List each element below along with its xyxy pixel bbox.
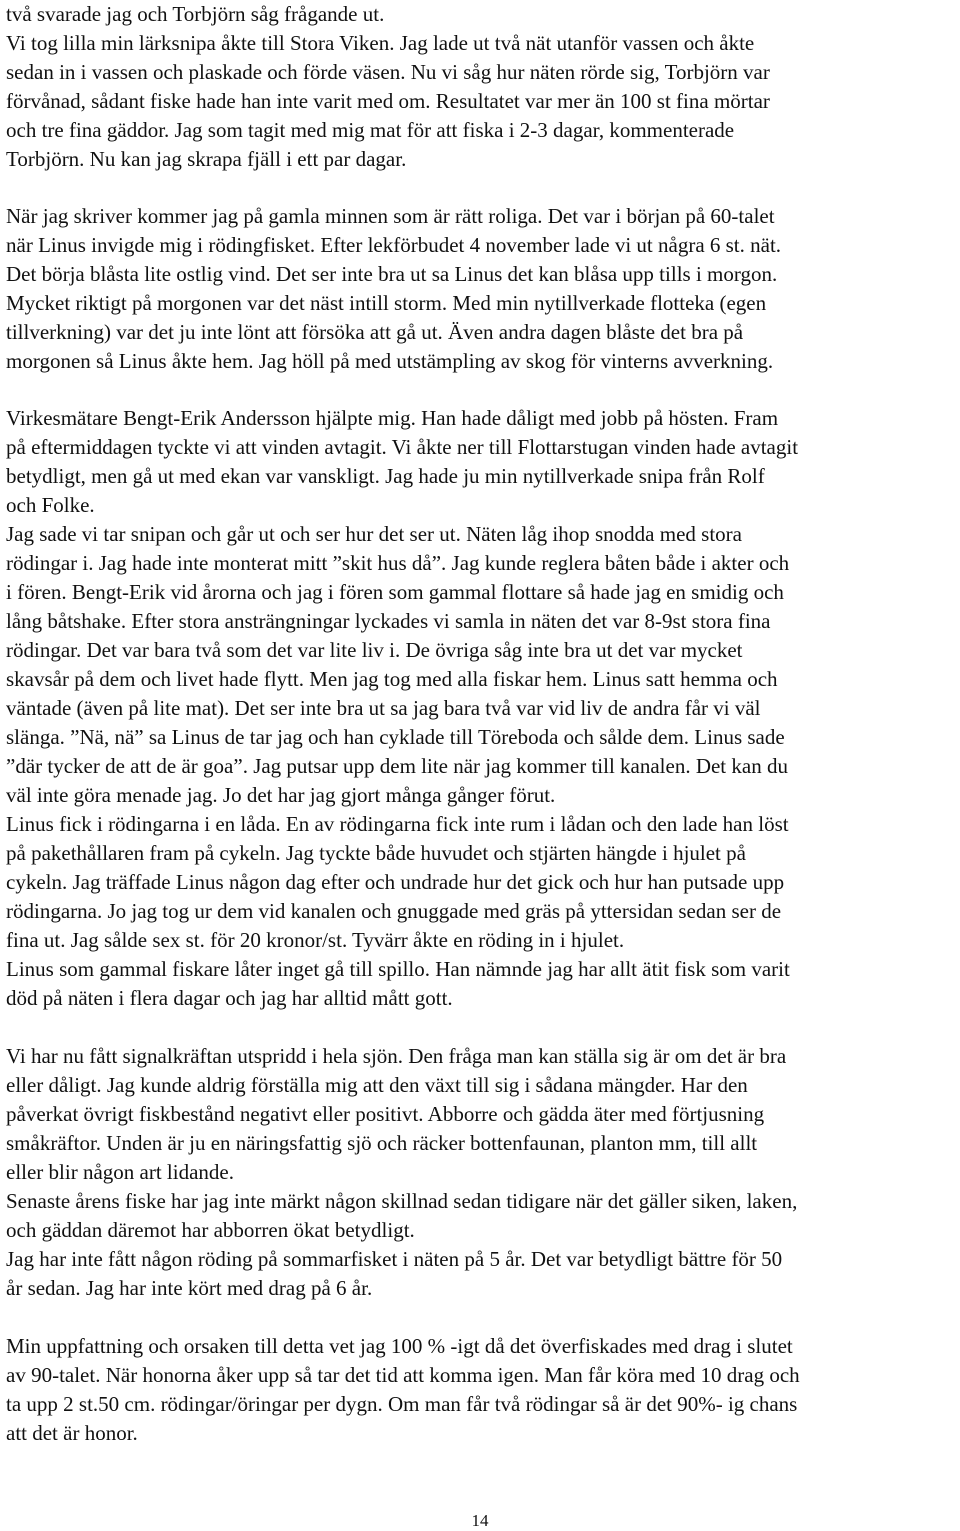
text-line: Torbjörn. Nu kan jag skrapa fjäll i ett par dagar. <box>6 147 407 171</box>
text-line: ”där tycker de att de är goa”. Jag putsar upp dem lite när jag kommer till kanalen. Det kan du <box>6 754 788 778</box>
text-line: rödingar. Det var bara två som det var lite liv i. De övriga såg inte bra ut det var mycket <box>6 638 743 662</box>
text-line: två svarade jag och Torbjörn såg frågande ut. <box>6 2 385 26</box>
text-line: på pakethållaren fram på cykeln. Jag tyckte både huvudet och stjärten hängde i hjulet på <box>6 841 746 865</box>
text-line: och tre fina gäddor. Jag som tagit med mig mat för att fiska i 2-3 dagar, kommenterade <box>6 118 735 142</box>
text-line: betydligt, men gå ut med ekan var vanskligt. Jag hade ju min nytillverkade snipa från Rolf <box>6 464 765 488</box>
text-line: rödingarna. Jo jag tog ur dem vid kanalen och gnuggade med gräs på yttersidan sedan ser de <box>6 899 782 923</box>
text-line: fina ut. Jag sålde sex st. för 20 kronor/st. Tyvärr åkte en röding in i hjulet. <box>6 928 625 952</box>
text-line: och gäddan däremot har abborren ökat betydligt. <box>6 1218 415 1242</box>
text-line: När jag skriver kommer jag på gamla minnen som är rätt roliga. Det var i början på 60-talet <box>6 204 775 228</box>
text-line: av 90-talet. När honorna åker upp så tar det tid att komma igen. Man får köra med 10 drag och <box>6 1363 800 1387</box>
text-line: när Linus invigde mig i rödingfisket. Efter lekförbudet 4 november lade vi ut några 6 st. nät. <box>6 233 782 257</box>
text-line: eller dåligt. Jag kunde aldrig förställa mig att den växt till sig i sådana mängder. Har den <box>6 1073 748 1097</box>
text-line: död på näten i flera dagar och jag har alltid mått gott. <box>6 986 453 1010</box>
text-line: förvånad, sådant fiske hade han inte varit med om. Resultatet var mer än 100 st fina mörtar <box>6 89 770 113</box>
text-line: och Folke. <box>6 493 95 517</box>
text-line: på eftermiddagen tyckte vi att vinden avtagit. Vi åkte ner till Flottarstugan vinden hade avtagit <box>6 435 799 459</box>
text-line: Det börja blåsta lite ostlig vind. Det ser inte bra ut sa Linus det kan blåsa upp tills i morgon. <box>6 262 778 286</box>
text-line: Linus som gammal fiskare låter inget gå till spillo. Han nämnde jag har allt ätit fisk som varit <box>6 957 790 981</box>
text-line: Vi har nu fått signalkräftan utspridd i hela sjön. Den fråga man kan ställa sig är om det är bra <box>6 1044 787 1068</box>
text-line: Min uppfattning och orsaken till detta vet jag 100 % -igt då det överfiskades med drag i slutet <box>6 1334 793 1358</box>
text-line: cykeln. Jag träffade Linus någon dag efter och undrade hur det gick och hur han putsade upp <box>6 870 785 894</box>
text-line: Virkesmätare Bengt-Erik Andersson hjälpte mig. Han hade dåligt med jobb på hösten. Fram <box>6 406 779 430</box>
text-line: eller blir någon art lidande. <box>6 1160 234 1184</box>
text-line: Linus fick i rödingarna i en låda. En av rödingarna fick inte rum i lådan och den lade han löst <box>6 812 789 836</box>
text-line: Jag sade vi tar snipan och går ut och ser hur det ser ut. Näten låg ihop snodda med stora <box>6 522 742 546</box>
page-number: 14 <box>471 1511 489 1530</box>
text-line: påverkat övrigt fiskbestånd negativt eller positivt. Abborre och gädda äter med förtjusning <box>6 1102 765 1126</box>
text-line: tillverkning) var det ju inte lönt att försöka att gå ut. Även andra dagen blåste det bra på <box>6 320 744 344</box>
text-line: slänga. ”Nä, nä” sa Linus de tar jag och han cyklade till Töreboda och sålde dem. Linus sade <box>6 725 785 749</box>
text-line: Mycket riktigt på morgonen var det näst intill storm. Med min nytillverkade flotteka (egen <box>6 291 767 315</box>
text-line: småkräftor. Unden är ju en näringsfattig sjö och räcker bottenfaunan, planton mm, till allt <box>6 1131 758 1155</box>
text-line: Senaste årens fiske har jag inte märkt någon skillnad sedan tidigare när det gäller siken, laken, <box>6 1189 798 1213</box>
text-line: sedan in i vassen och plaskade och förde väsen. Nu vi såg hur näten rörde sig, Torbjörn var <box>6 60 770 84</box>
text-line: år sedan. Jag har inte kört med drag på 6 år. <box>6 1276 373 1300</box>
text-line: Vi tog lilla min lärksnipa åkte till Stora Viken. Jag lade ut två nät utanför vassen och åkte <box>6 31 755 55</box>
text-line: rödingar i. Jag hade inte monterat mitt ”skit hus då”. Jag kunde reglera båten både i akter och <box>6 551 790 575</box>
text-line: ta upp 2 st.50 cm. rödingar/öringar per dygn. Om man får två rödingar så är det 90%- ig chans <box>6 1392 798 1416</box>
text-line: väntade (även på lite mat). Det ser inte bra ut sa jag bara två var vid liv de andra får vi väl <box>6 696 761 720</box>
text-line: att det är honor. <box>6 1421 138 1445</box>
text-line: morgonen så Linus åkte hem. Jag höll på med utstämpling av skog för vinterns avverkning. <box>6 349 774 373</box>
text-line: väl inte göra menade jag. Jo det har jag gjort många gånger förut. <box>6 783 556 807</box>
text-line: lång båtshake. Efter stora ansträngningar lyckades vi samla in näten det var 8-9st stora fina <box>6 609 771 633</box>
text-line: i fören. Bengt-Erik vid årorna och jag i fören som gammal flottare så hade jag en smidig och <box>6 580 784 604</box>
text-line: Jag har inte fått någon röding på sommarfisket i näten på 5 år. Det var betydligt bättre för 50 <box>6 1247 783 1271</box>
text-line: skavsår på dem och livet hade flytt. Men jag tog med alla fiskar hem. Linus satt hemma och <box>6 667 778 691</box>
